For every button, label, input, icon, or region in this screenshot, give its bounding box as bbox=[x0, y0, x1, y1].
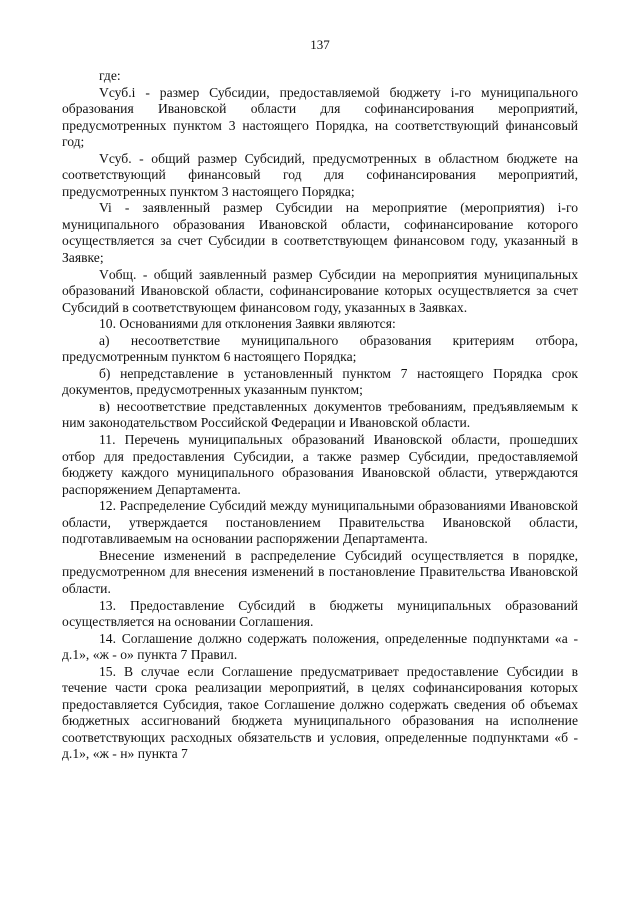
paragraph: 15. В случае если Соглашение предусматривает предоставление Субсидии в течение части срока реализации мероприятий, в целях софинансирования которых предоставляется Субсидия, такое Соглашение должно содержать сведения об объемах бюджетных ассигнований бюджета муниципального образования на исполнение соответствующих расходных обязательств и условия, определенные подпунктами «б - д.1», «ж - н» пункта 7 bbox=[62, 663, 578, 762]
document-body bbox=[62, 68, 578, 763]
paragraph: а) несоответствие муниципального образования критериям отбора, предусмотренным пунктом 6 настоящего Порядка; bbox=[62, 332, 578, 365]
paragraph: б) непредставление в установленный пунктом 7 настоящего Порядка срок документов, предусмотренных указанным пунктом; bbox=[62, 365, 578, 398]
paragraph: Vсуб. - общий размер Субсидий, предусмотренных в областном бюджете на соответствующий финансовый год для софинансирования мероприятий, предусмотренных пунктом 3 настоящего Порядка; bbox=[62, 150, 578, 199]
paragraph: 14. Соглашение должно содержать положения, определенные подпунктами «а - д.1», «ж - о» пункта 7 Правил. bbox=[62, 630, 578, 663]
paragraph: 12. Распределение Субсидий между муниципальными образованиями Ивановской области, утверждается постановлением Правительства Ивановской области, подготавливаемым на основании распоряжении Департамента. bbox=[62, 498, 578, 547]
page-number: 137 bbox=[310, 37, 330, 52]
paragraph: 11. Перечень муниципальных образований Ивановской области, прошедших отбор для предоставления Субсидии, а также размер Субсидии, предоставляемой бюджету каждого муниципального образования Ивановской области, утверждаются распоряжением Департамента. bbox=[62, 432, 578, 497]
paragraph: Vсуб.i - размер Субсидии, предоставляемой бюджету i-го муниципального образования Ивановской области для софинансирования мероприятий, предусмотренных пунктом 3 настоящего Порядка, на соответствующий финансовый год; bbox=[62, 84, 578, 150]
paragraph: Vi - заявленный размер Субсидии на мероприятие (мероприятия) i-го муниципального образования Ивановской области, софинансирование которого осуществляется за счет Субсидии в соответствующем финансовом году, указанный в Заявке; bbox=[62, 200, 578, 266]
paragraph: 13. Предоставление Субсидий в бюджеты муниципальных образований осуществляется на основании Соглашения. bbox=[62, 597, 578, 630]
paragraph: Внесение изменений в распределение Субсидий осуществляется в порядке, предусмотренном для внесения изменений в постановление Правительства Ивановской области. bbox=[62, 547, 578, 596]
paragraph: 10. Основаниями для отклонения Заявки являются: bbox=[99, 316, 396, 332]
paragraph: Vобщ. - общий заявленный размер Субсидии на мероприятия муниципальных образований Ивановской области, софинансирование которых осуществляется за счет Субсидий в соответствующем финансовом году, указанных в Заявках. bbox=[62, 266, 578, 315]
paragraph: в) несоответствие представленных документов требованиям, предъявляемым к ним законодательством Российской Федерации и Ивановской области. bbox=[62, 398, 578, 431]
paragraph: где: bbox=[99, 68, 121, 83]
